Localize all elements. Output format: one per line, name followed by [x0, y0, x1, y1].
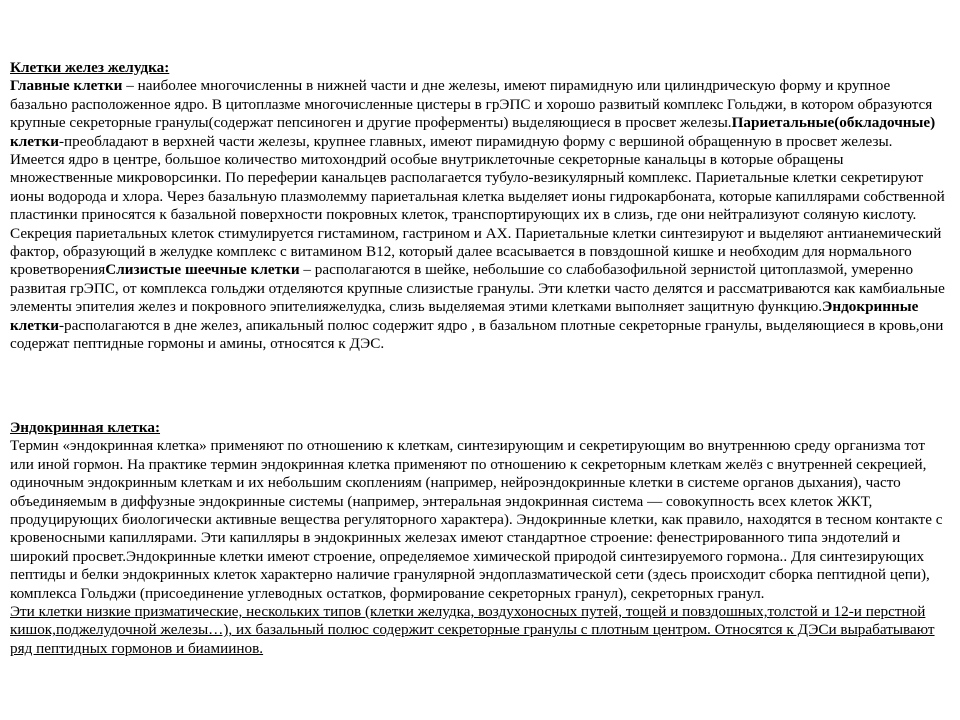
term-endocrine-cells: Эндокринные клетки: [10, 298, 919, 334]
term-parietal-cells: Париетальные(обкладочные) клетки: [10, 114, 936, 150]
term-main-cells: Главные клетки: [10, 77, 123, 95]
text-mucous-neck-cells: – располагаются в шейке, небольшие со слабобазофильной зернистой цитоплазмой, умеренно развитая грЭПС, от комплекса гольджи отделяются крупные слизистые гранулы. Эти клетки часто делятся и рассматриваются как камбиальные элементы эпителия желез и покровного эпителияжелудка, слизь выделяемая этими клетками выполняет защитную функцию.: [10, 261, 945, 316]
text-main-cells: – наиболее многочисленны в нижней части и дне железы, имеют пирамидную или цилиндрическую форму и крупное базально расположенное ядро. В цитоплазме многочисленные цистеры в грЭПС и хорошо развитый комплекс Гольджи, в котором образуются крупные секреторные гранулы(содержат пепсиноген и другие проферменты) выделяющиеся в просвет железы.: [10, 77, 933, 132]
endocrine-cell-section: [10, 419, 948, 658]
term-mucous-neck-cells: Слизистые шеечные клетки: [105, 261, 300, 279]
endocrine-cell-paragraph: Термин «эндокринная клетка» применяют по отношению к клеткам, синтезирующим и секретирующим во внутреннюю среду организма тот или иной гормон. На практике термин эндокринная клетка применяют по отношению к секреторным клеткам желёз с внутренней секрецией, одиночным эндокринным клеткам и их небольшим скоплениям (например, нейроэндокринные клетки в системе органов дыхания), часто объединяемым в диффузные эндокринные системы (например, энтеральная эндокринная система — совокупность всех клеток ЖКТ, продуцирующих биологически активные вещества регуляторного характера). Эндокринные клетки, как правило, находятся в тесном контакте с кровеносными капиллярами. Эти капилляры в эндокринных железах имеют стандартное строение: фенестрированного типа эндотелий и широкий просвет.Эндокринные клетки имеют строение, определяемое химической природой синтезируемого гормона.. Для синтезирующих пептиды и белки эндокринных клеток характерно наличие гранулярной эндоплазматической сети (здесь происходит сборка пептидной цепи), комплекса Гольджи (присоединение углеводных остатков, формирование секреторных гранул), секреторных гранул.: [10, 437, 943, 602]
text-parietal-cells: -преобладают в верхней части железы, крупнее главных, имеют пирамидную форму с вершиной обращенную в просвет железы. Имеется ядро в центре, большое количество митохондрий особые внутриклеточные секреторные канальцы в которые обращены множественные микроворсинки. По переферии канальцев располагается тубуло-везикулярный комплекс. Париетальные клетки секретируют ионы водорода и хлора. Через базальную плазмолемму париетальная клетка выделяет ионы гидрокарбоната, которые капиллярами собственной пластинки приносятся к базальной поверхности покровных клеток, транспортирующих их в слизь, где они нейтрализуют соляную кислоту. Секреция париетальных клеток стимулируется гистамином, гастрином и АХ. Париетальные клетки синтезируют и выделяют антианемический фактор, образующий в желудке комплекс с витамином В12, который далее всасывается в повздошной кишке и необходим для нормального кроветворения: [10, 132, 945, 279]
gastric-gland-cells-section: [10, 59, 948, 354]
text-endocrine-cells: -располагаются в дне желез, апикальный полюс содержит ядро , в базальном плотные секреторные гранулы, выделяющиеся в кровь,они содержат пептидные гормоны и амины, относятся к ДЭС.: [10, 316, 944, 353]
section-title-endocrine-cell: Эндокринная клетка:: [10, 419, 161, 436]
endocrine-cell-underlined-note: Эти клетки низкие призматические, нескольких типов (клетки желудка, воздухоносных путей, тощей и повздошных,толстой и 12-и перстной кишок,поджелудочной железы…), их базальный полюс содержит секреторные гранулы с плотным центром. Относятся к ДЭСи вырабатывают ряд пептидных гормонов и биамиинов.: [10, 603, 935, 657]
section-title-gastric-cells: Клетки желез желудка:: [10, 59, 170, 76]
